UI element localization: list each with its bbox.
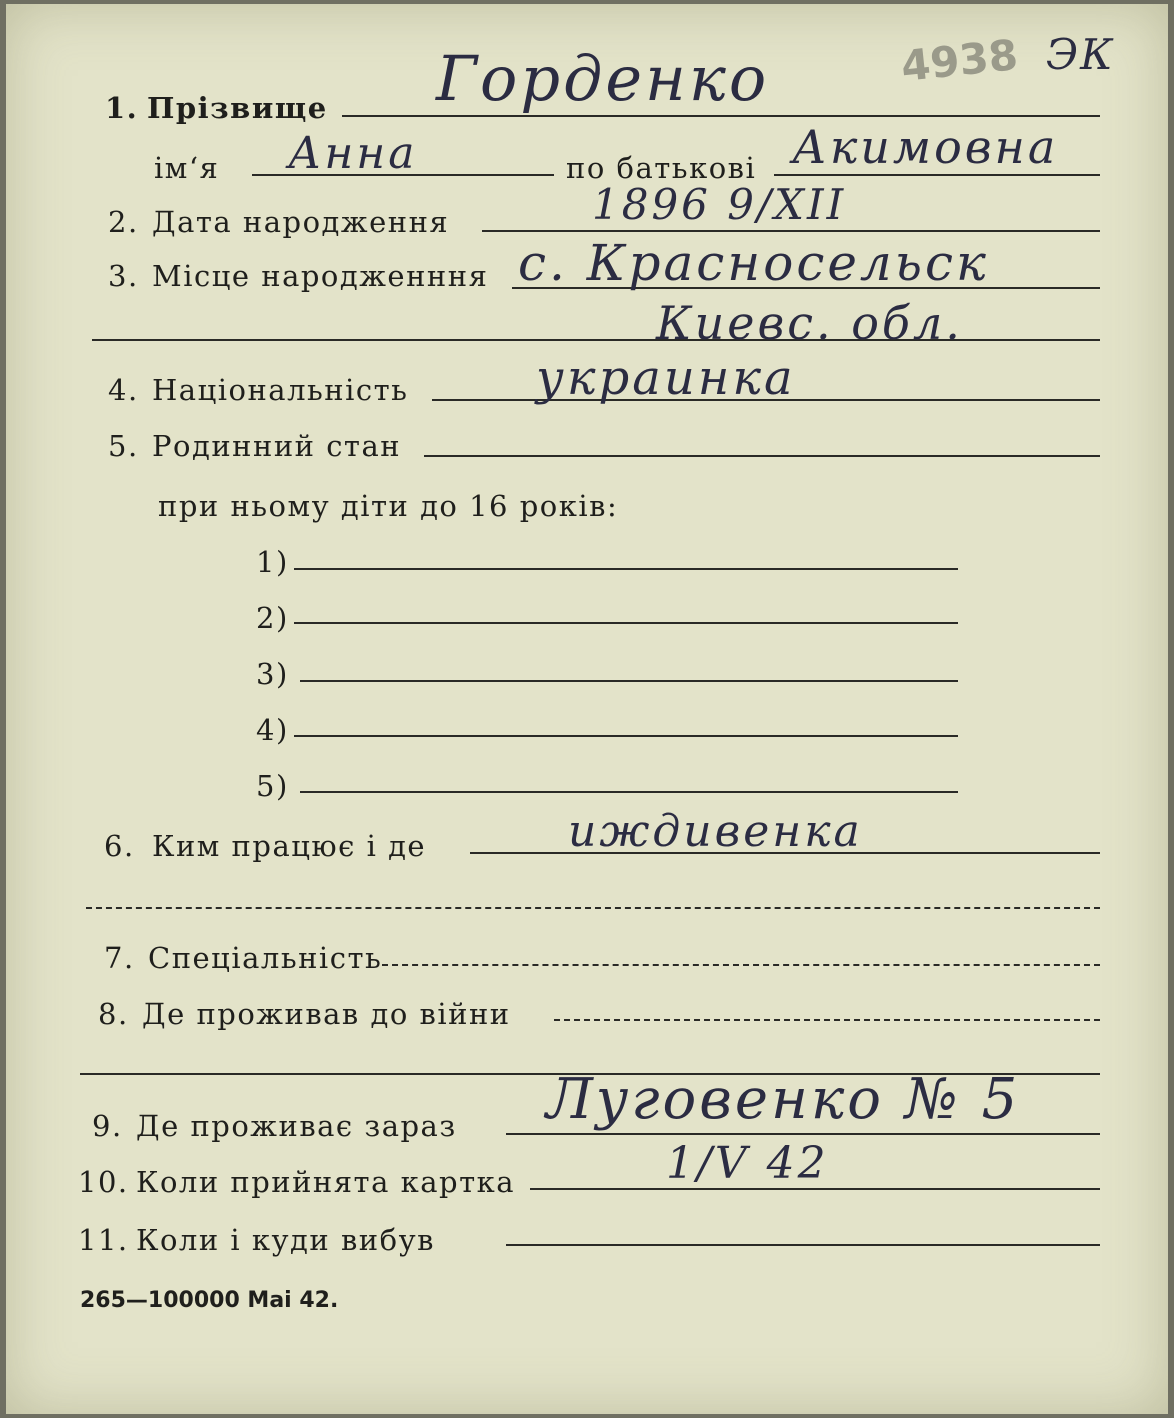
- child-1-label: 1): [256, 545, 289, 579]
- archive-number-stamp: 4938: [898, 30, 1021, 91]
- field-6-label: Ким працює і де: [152, 829, 427, 863]
- field-7-number: 7.: [104, 941, 135, 975]
- field-1b-value2: Акимовна: [792, 120, 1059, 174]
- field-1b-label: ім‘я: [154, 151, 220, 185]
- field-1-line: [342, 115, 1100, 117]
- child-4-line: [294, 735, 958, 737]
- field-6-line2: [86, 907, 1100, 909]
- field-10-number: 10.: [78, 1165, 129, 1199]
- field-11-number: 11.: [78, 1223, 129, 1257]
- field-9-value: Луговенко № 5: [546, 1067, 1021, 1132]
- field-7-label: Спеціальність: [148, 941, 383, 975]
- field-1b-label2: по батькові: [566, 151, 757, 185]
- field-3-label: Місце народженння: [152, 259, 489, 293]
- field-9-number: 9.: [92, 1109, 123, 1143]
- field-5-label: Родинний стан: [152, 429, 402, 463]
- field-3-value: с. Красносельск: [518, 234, 989, 292]
- field-6-number: 6.: [104, 829, 135, 863]
- child-1-line: [294, 568, 958, 570]
- child-3-label: 3): [256, 657, 289, 691]
- child-4-label: 4): [256, 713, 289, 747]
- field-11-line: [506, 1244, 1100, 1246]
- field-1-number: 1.: [105, 91, 139, 125]
- field-5-number: 5.: [108, 429, 139, 463]
- printer-imprint: 265—100000 Mai 42.: [80, 1288, 339, 1313]
- field-2-label: Дата народження: [152, 205, 450, 239]
- child-3-line: [300, 680, 958, 682]
- field-5-children-label: при ньому діти до 16 років:: [158, 489, 619, 523]
- field-1b-value: Анна: [288, 128, 418, 179]
- field-9-line: [506, 1133, 1100, 1135]
- field-2-value: 1896 9/XII: [592, 180, 847, 229]
- field-9-label: Де проживає зараз: [136, 1109, 457, 1143]
- field-2-line: [482, 230, 1100, 232]
- field-4-label: Національність: [152, 373, 409, 407]
- field-8-label: Де проживав до війни: [142, 997, 511, 1031]
- child-2-line: [294, 622, 958, 624]
- field-7-line: [382, 964, 1100, 966]
- field-1-label: Прізвище: [147, 91, 328, 125]
- field-8-line: [554, 1019, 1100, 1021]
- field-10-value: 1/V 42: [666, 1138, 829, 1189]
- field-5-line: [424, 455, 1100, 457]
- field-1-value: Горденко: [436, 42, 770, 115]
- field-3-value2: Киевс. обл.: [656, 296, 963, 350]
- field-10-label: Коли прийнята картка: [136, 1165, 516, 1199]
- field-6-value: иждивенка: [568, 806, 863, 857]
- child-5-line: [300, 791, 958, 793]
- archive-code-mark: ЭК: [1046, 30, 1115, 79]
- field-1b-line2: [774, 174, 1100, 176]
- field-4-value: украинка: [536, 350, 796, 406]
- field-3-number: 3.: [108, 259, 139, 293]
- field-2-number: 2.: [108, 205, 139, 239]
- field-8-number: 8.: [98, 997, 129, 1031]
- field-4-number: 4.: [108, 373, 139, 407]
- registration-card: [6, 4, 1168, 1414]
- child-2-label: 2): [256, 601, 289, 635]
- child-5-label: 5): [256, 769, 289, 803]
- field-11-label: Коли і куди вибув: [136, 1223, 435, 1257]
